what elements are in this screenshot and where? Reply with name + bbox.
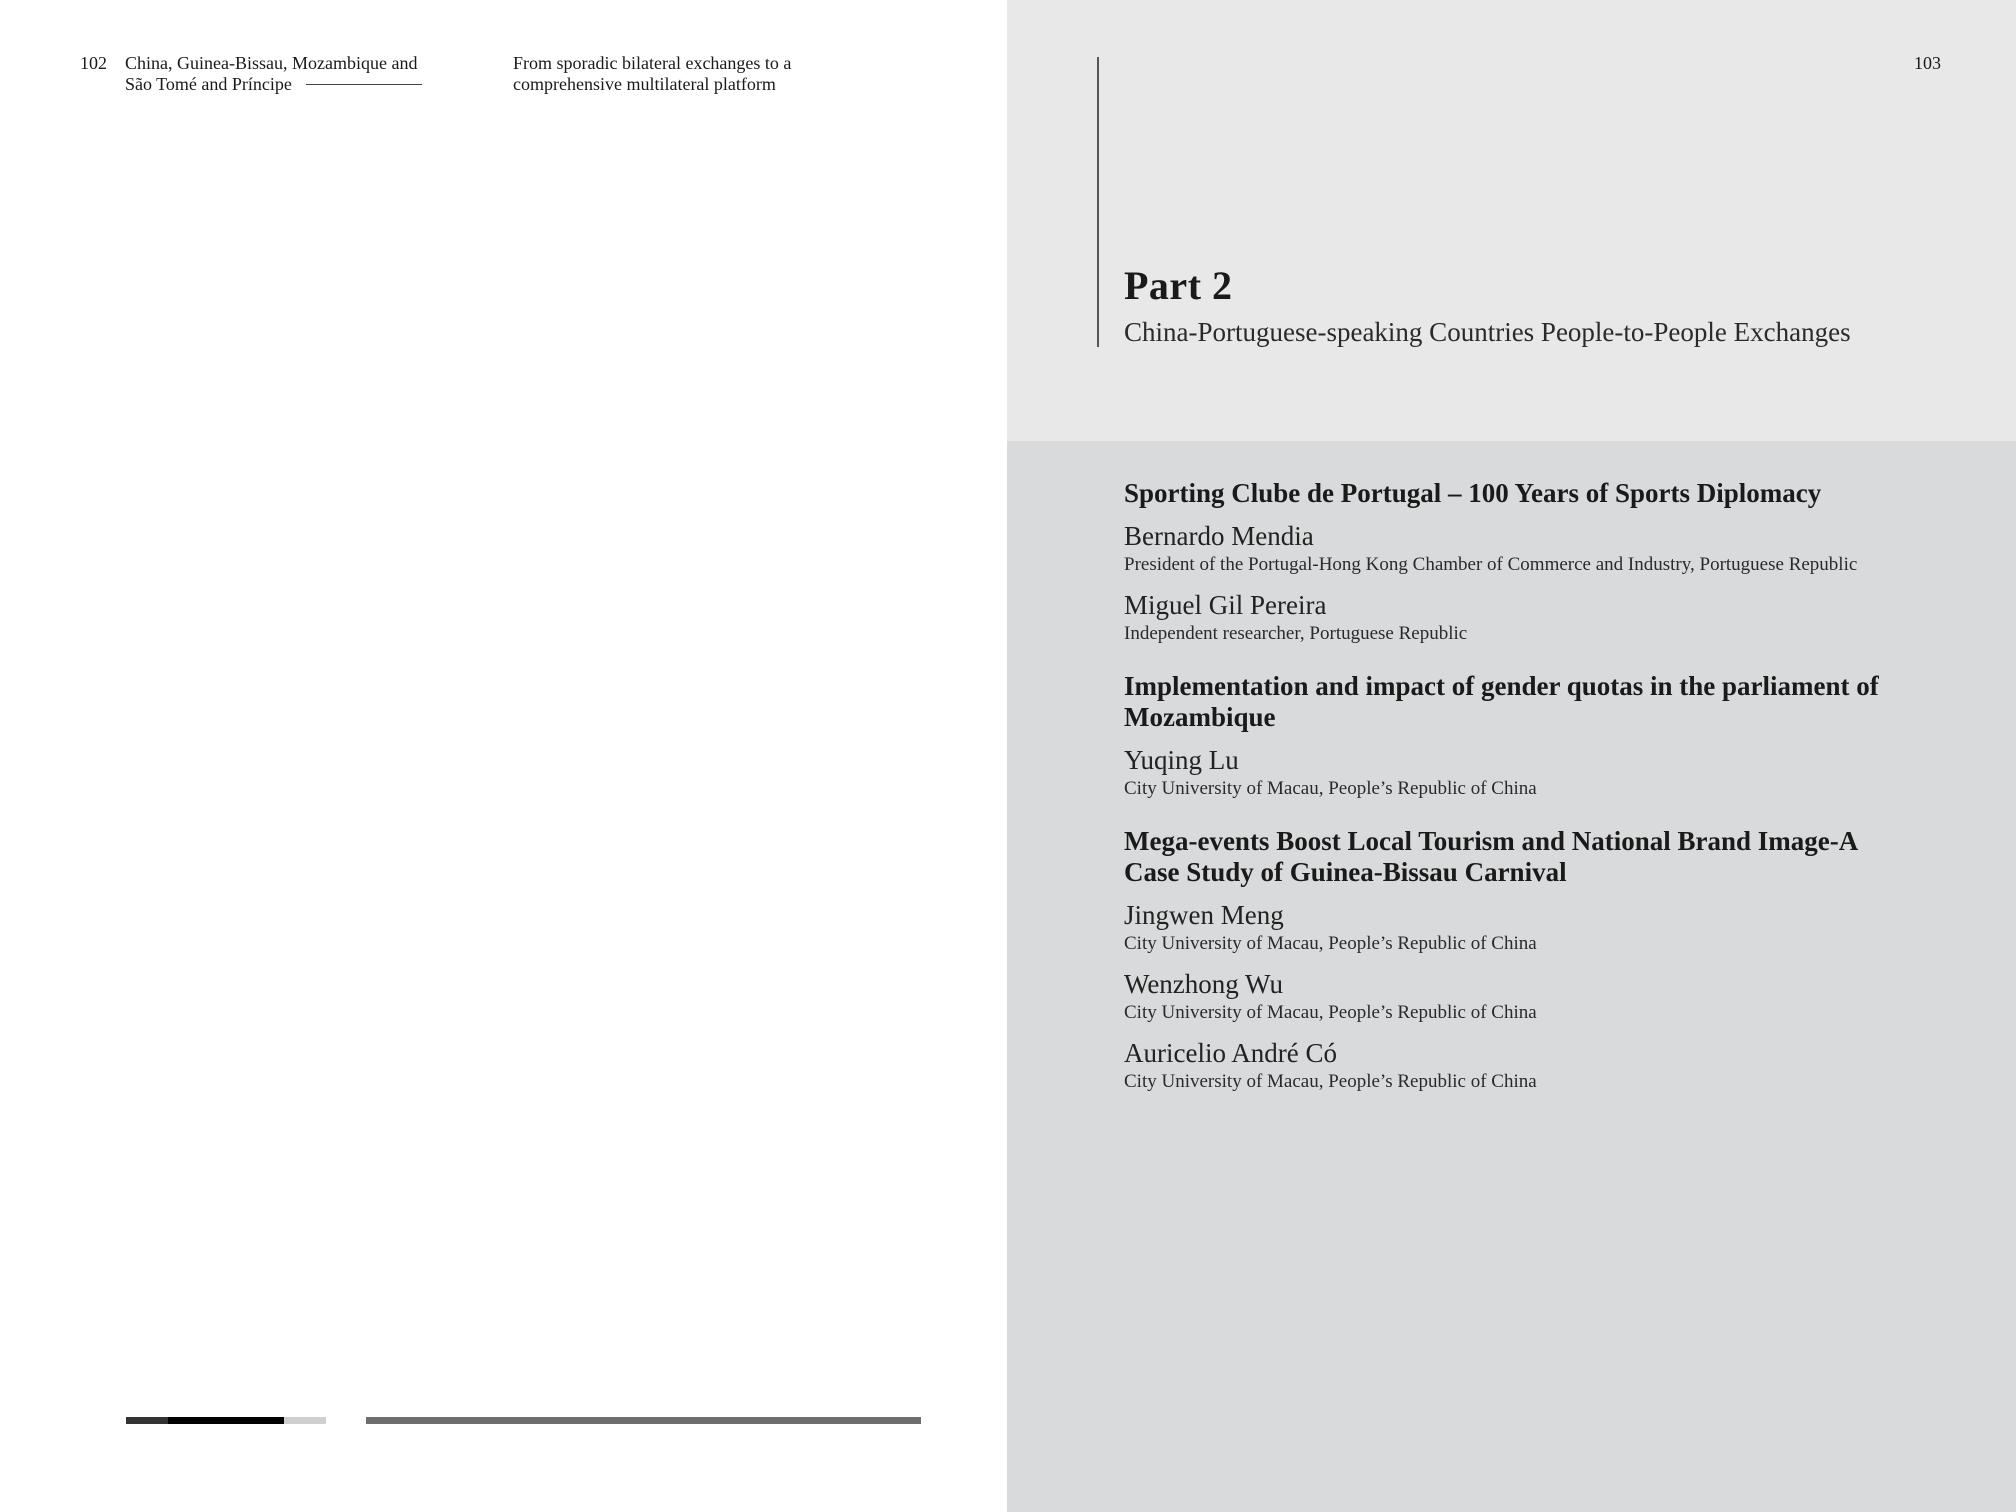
left-page: [0, 0, 1007, 1512]
author-name: Yuqing Lu: [1124, 745, 1239, 775]
author-affiliation: President of the Portugal-Hong Kong Chamber of Commerce and Industry, Portuguese Republic: [1124, 554, 1858, 575]
running-head-book-title: [125, 53, 422, 95]
part-subtitle: China-Portuguese-speaking Countries People-to-People Exchanges: [1124, 317, 1851, 347]
toc-entry: [1124, 826, 1904, 1095]
running-head-line: China, Guinea-Bissau, Mozambique and: [125, 53, 418, 73]
decorative-bar-long: [366, 1417, 921, 1424]
toc-entry: [1124, 671, 1904, 802]
decorative-bar-segment: [126, 1417, 168, 1424]
running-head-rule: [306, 84, 422, 85]
right-page: [1007, 0, 2016, 1512]
author-affiliation: City University of Macau, People’s Republic of China: [1124, 1002, 1537, 1023]
table-of-contents: [1124, 478, 1904, 1095]
author-name: Miguel Gil Pereira: [1124, 590, 1327, 620]
running-head-line: From sporadic bilateral exchanges to a: [513, 53, 792, 73]
running-head-line: São Tomé and Príncipe: [125, 74, 292, 94]
decorative-bar-segment: [284, 1417, 326, 1424]
entry-title: Mega-events Boost Local Tourism and National Brand Image-A Case Study of Guinea-Bissau Carnival: [1124, 826, 1857, 887]
entry-title: Implementation and impact of gender quotas in the parliament of Mozambique: [1124, 671, 1879, 732]
vertical-rule: [1097, 57, 1099, 347]
page-number: 102: [80, 53, 107, 73]
author-name: Jingwen Meng: [1124, 900, 1284, 930]
author-affiliation: City University of Macau, People’s Republic of China: [1124, 778, 1537, 799]
toc-entry: [1124, 478, 1904, 647]
author-affiliation: Independent researcher, Portuguese Republic: [1124, 623, 1468, 644]
author-affiliation: City University of Macau, People’s Republic of China: [1124, 933, 1537, 954]
decorative-bar-group: [126, 1417, 326, 1424]
running-head-subtitle: [513, 53, 791, 95]
author-name: Bernardo Mendia: [1124, 521, 1314, 551]
part-title: Part 2: [1124, 263, 1233, 308]
author-name: Auricelio André Có: [1124, 1038, 1337, 1068]
page-number: 103: [1914, 53, 1941, 73]
entry-title: Sporting Clube de Portugal – 100 Years of Sports Diplomacy: [1124, 478, 1822, 508]
running-head-line: comprehensive multilateral platform: [513, 74, 776, 94]
part-header-band: [1007, 0, 2016, 441]
decorative-bar-segment: [168, 1417, 284, 1424]
author-affiliation: City University of Macau, People’s Republic of China: [1124, 1071, 1537, 1092]
author-name: Wenzhong Wu: [1124, 969, 1283, 999]
